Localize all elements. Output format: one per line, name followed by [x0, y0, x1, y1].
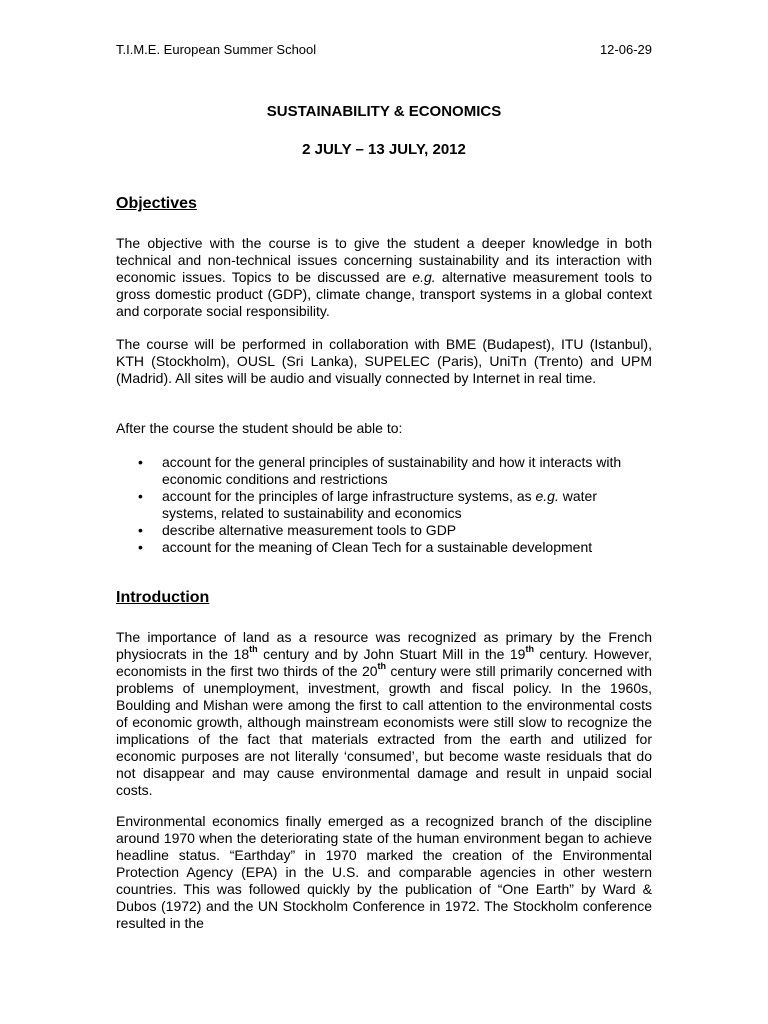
list-item: • account for the principles of large infrastructure systems, as e.g. water systems, related to sustainability and economics	[138, 488, 597, 521]
header-date: 12-06-29	[599, 42, 652, 57]
bullet-icon: •	[138, 539, 143, 555]
objectives-heading: Objectives	[116, 195, 197, 212]
introduction-paragraph-2: Environmental economics finally emerged as a recognized branch of the discipline around 1970 when the deteriorating state of the human environment began to achieve headline status. “Earthday” in 1970 marked the creation of the Environmental Protection Agency (EPA) in the U.S. and comparable agencies in other western countries. This was followed quickly by the publication of “One Earth” by Ward & Dubos (1972) and the UN Stockholm Conference in 1972. The Stockholm conference resulted in the	[116, 813, 652, 931]
list-item: • describe alternative measurement tools to GDP	[138, 522, 457, 538]
bullet-icon: •	[138, 488, 143, 504]
introduction-paragraph-1: The importance of land as a resource was recognized as primary by the French physiocrats in the 18th century and by John Stuart Mill in the 19th century. However, economists in the first two thirds of the 20th century were still primarily concerned with problems of unemployment, investment, growth and fiscal policy. In the 1960s, Boulding and Mishan were among the first to call attention to the environmental costs of economic growth, although mainstream economists were still slow to recognize the implications of the fact that materials extracted from the earth and utilized for economic purposes are not literally ‘consumed’, but become waste residuals that do not disappear and may cause environmental damage and result in unpaid social costs.	[116, 629, 652, 798]
objectives-paragraph-1: The objective with the course is to give the student a deeper knowledge in both technical and non-technical issues concerning sustainability and its interaction with economic issues. Topics to be discussed are e.g. alternative measurement tools to gross domestic product (GDP), climate change, transport systems in a global context and corporate social responsibility.	[116, 235, 652, 319]
list-item: • account for the general principles of sustainability and how it interacts with economic conditions and restrictions	[138, 454, 622, 487]
objectives-paragraph-3: After the course the student should be able to:	[116, 420, 403, 436]
bullet-icon: •	[138, 454, 143, 470]
header-school-name: T.I.M.E. European Summer School	[116, 42, 317, 57]
document-title: SUSTAINABILITY & ECONOMICS	[266, 103, 502, 120]
introduction-heading: Introduction	[116, 589, 210, 606]
objectives-paragraph-2: The course will be performed in collaboration with BME (Budapest), ITU (Istanbul), KTH (Stockholm), OUSL (Sri Lanka), SUPELEC (Paris), UniTn (Trento) and UPM (Madrid). All sites will be audio and visually connected by Internet in real time.	[116, 336, 652, 386]
page-header	[116, 42, 652, 60]
learning-outcomes-list	[116, 454, 652, 556]
list-item: • account for the meaning of Clean Tech for a sustainable development	[138, 539, 593, 555]
bullet-icon: •	[138, 522, 143, 538]
course-dates: 2 JULY – 13 JULY, 2012	[302, 141, 466, 158]
